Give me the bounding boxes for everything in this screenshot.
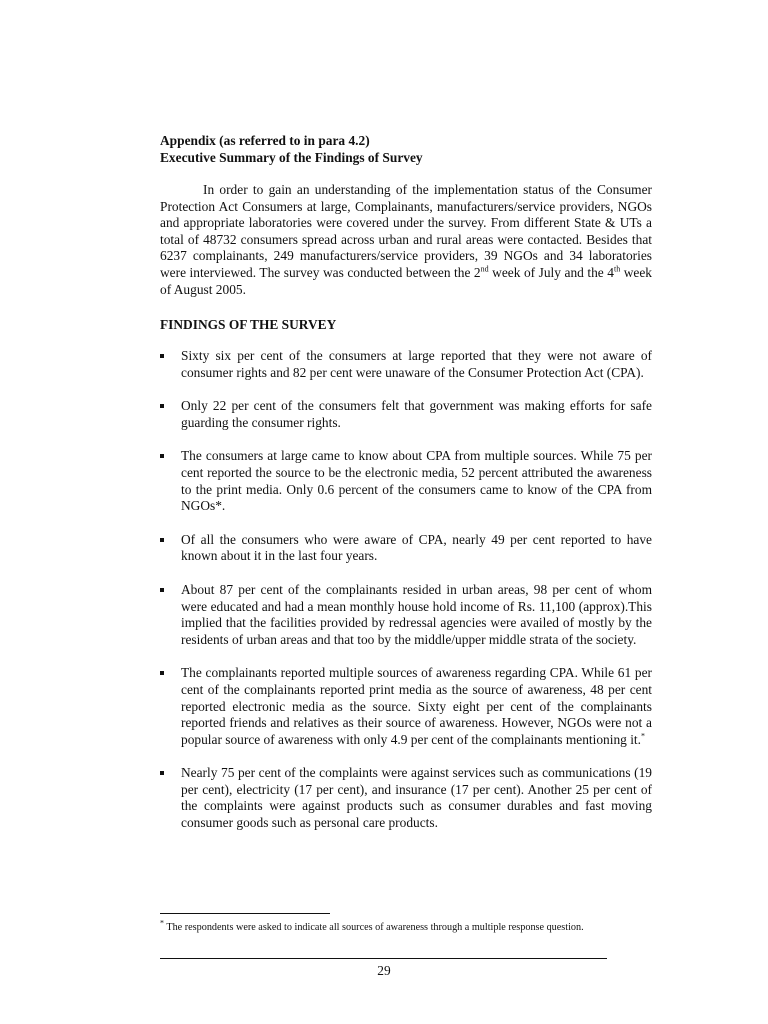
bullet-icon: [160, 771, 164, 775]
summary-heading: Executive Summary of the Findings of Survey: [160, 150, 423, 165]
footnote-divider: [160, 913, 330, 914]
intro-paragraph: In order to gain an understanding of the implementation status of the Consumer Protection Act Consumers at large, Complainants, manufacturers/service providers, NGOs and appropriate laboratories were covered under the survey. From different State & UTs a total of 48732 consumers spread across urban and rural areas were contacted. Besides that 6237 complainants, 249 manufacturers/service providers, 39 NGOs and 34 laboratories were interviewed. The survey was conducted between the 2nd week of July and the 4th week of August 2005.: [160, 182, 652, 297]
footnote: * The respondents were asked to indicate all sources of awareness through a multiple response question.: [160, 918, 584, 933]
page-number: 29: [377, 963, 391, 978]
bullet-icon: [160, 671, 164, 675]
list-item: Only 22 per cent of the consumers felt that government was making efforts for safe guarding the consumer rights.: [160, 398, 652, 431]
findings-title: FINDINGS OF THE SURVEY: [160, 317, 337, 332]
footer-divider: [160, 958, 607, 959]
list-item: About 87 per cent of the complainants resided in urban areas, 98 per cent of whom were educated and had a mean monthly house hold income of Rs. 11,100 (approx).This implied that the facilities provided by redressal agencies were availed of mostly by the residents of urban areas and that too by the middle/upper middle strata of the society.: [160, 582, 652, 648]
bullet-icon: [160, 588, 164, 592]
bullet-icon: [160, 454, 164, 458]
list-item: The consumers at large came to know about CPA from multiple sources. While 75 per cent reported the source to be the electronic media, 52 percent attributed the awareness to the print media. Only 0.6 percent of the consumers came to know of the CPA from NGOs*.: [160, 448, 652, 514]
bullet-icon: [160, 538, 164, 542]
list-item: The complainants reported multiple sources of awareness regarding CPA. While 61 per cent of the complainants reported print media as the source of awareness, 48 per cent reported electronic media as the source. Sixty eight per cent of the complainants reported friends and relatives as their source of awareness. However, NGOs were not a popular source of awareness with only 4.9 per cent of the complainants mentioning it.*: [160, 665, 652, 748]
bullet-icon: [160, 404, 164, 408]
appendix-heading: Appendix (as referred to in para 4.2): [160, 133, 370, 148]
list-item: Nearly 75 per cent of the complaints were against services such as communications (19 per cent), electricity (17 per cent), and insurance (17 per cent). Another 25 per cent of the complaints were against products such as consumer durables and fast moving consumer goods such as personal care products.: [160, 765, 652, 831]
findings-list: [160, 348, 652, 849]
footnote-reference: *: [641, 731, 645, 741]
bullet-icon: [160, 354, 164, 358]
list-item: Of all the consumers who were aware of CPA, nearly 49 per cent reported to have known about it in the last four years.: [160, 532, 652, 565]
list-item: Sixty six per cent of the consumers at large reported that they were not aware of consumer rights and 82 per cent were unaware of the Consumer Protection Act (CPA).: [160, 348, 652, 381]
